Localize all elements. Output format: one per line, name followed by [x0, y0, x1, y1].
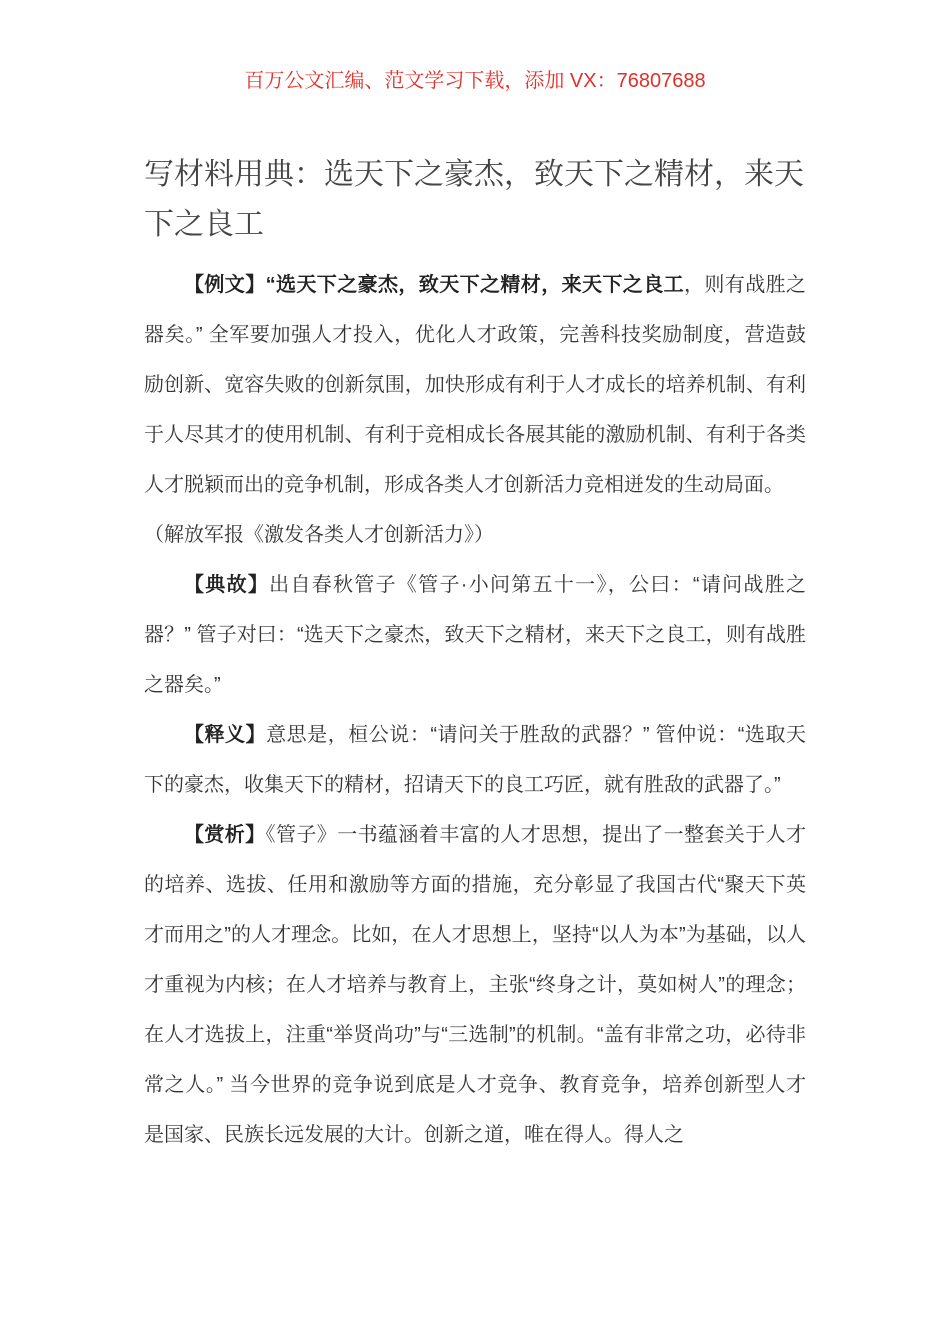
paragraph-appreciation	[144, 810, 806, 1160]
page-title: 写材料用典：选天下之豪杰，致天下之精材，来天下之良工	[144, 158, 804, 241]
section-label-allusion: 【典故】	[184, 574, 270, 596]
bold-quote: “选天下之豪杰，致天下之精材，来天下之良工	[265, 274, 685, 296]
watermark-header: 百万公文汇编、范文学习下载，添加 VX：76807688	[244, 70, 706, 92]
paragraph-text: 意思是，桓公说：“请问关于胜敌的武器？” 管仲说：“选取天下的豪杰，收集天下的精材，招请天下的良工巧匠，就有胜敌的武器了。”	[144, 724, 806, 796]
source-citation: （解放军报《激发各类人才创新活力》）	[144, 524, 494, 546]
paragraph-text: ，则有战胜之器矣。” 全军要加强人才投入，优化人才政策，完善科技奖励制度，营造鼓励创新、宽容失败的创新氛围，加快形成有利于人才成长的培养机制、有利于人尽其才的使用机制、有利于竞相成长各展其能的激励机制、有利于各类人才脱颖而出的竞争机制，形成各类人才创新活力竞相迸发的生动局面。	[144, 274, 807, 496]
section-label-appreciation: 【赏析】	[184, 824, 266, 846]
document-body	[144, 260, 806, 1160]
section-label-example: 【例文】	[184, 274, 266, 296]
paragraph-meaning	[144, 710, 806, 810]
paragraph-allusion	[144, 560, 806, 710]
paragraph-text: 《管子》一书蕴涵着丰富的人才思想，提出了一整套关于人才的培养、选拔、任用和激励等方面的措施，充分彰显了我国古代“聚天下英才而用之”的人才理念。比如，在人才思想上，坚持“以人为本”为基础，以人才重视为内核；在人才培养与教育上，主张“终身之计，莫如树人”的理念；在人才选拔上，注重“举贤尚功”与“三选制”的机制。“盖有非常之功，必待非常之人。” 当今世界的竞争说到底是人才竞争、教育竞争，培养创新型人才是国家、民族长远发展的大计。创新之道，唯在得人。得人之	[144, 824, 807, 1146]
paragraph-text: 出自春秋管子《管子·小问第五十一》，公曰：“请问战胜之器？” 管子对曰：“选天下之豪杰，致天下之精材，来天下之良工，则有战胜之器矣。”	[144, 574, 806, 696]
section-label-meaning: 【释义】	[184, 724, 267, 746]
paragraph-example	[144, 260, 806, 510]
